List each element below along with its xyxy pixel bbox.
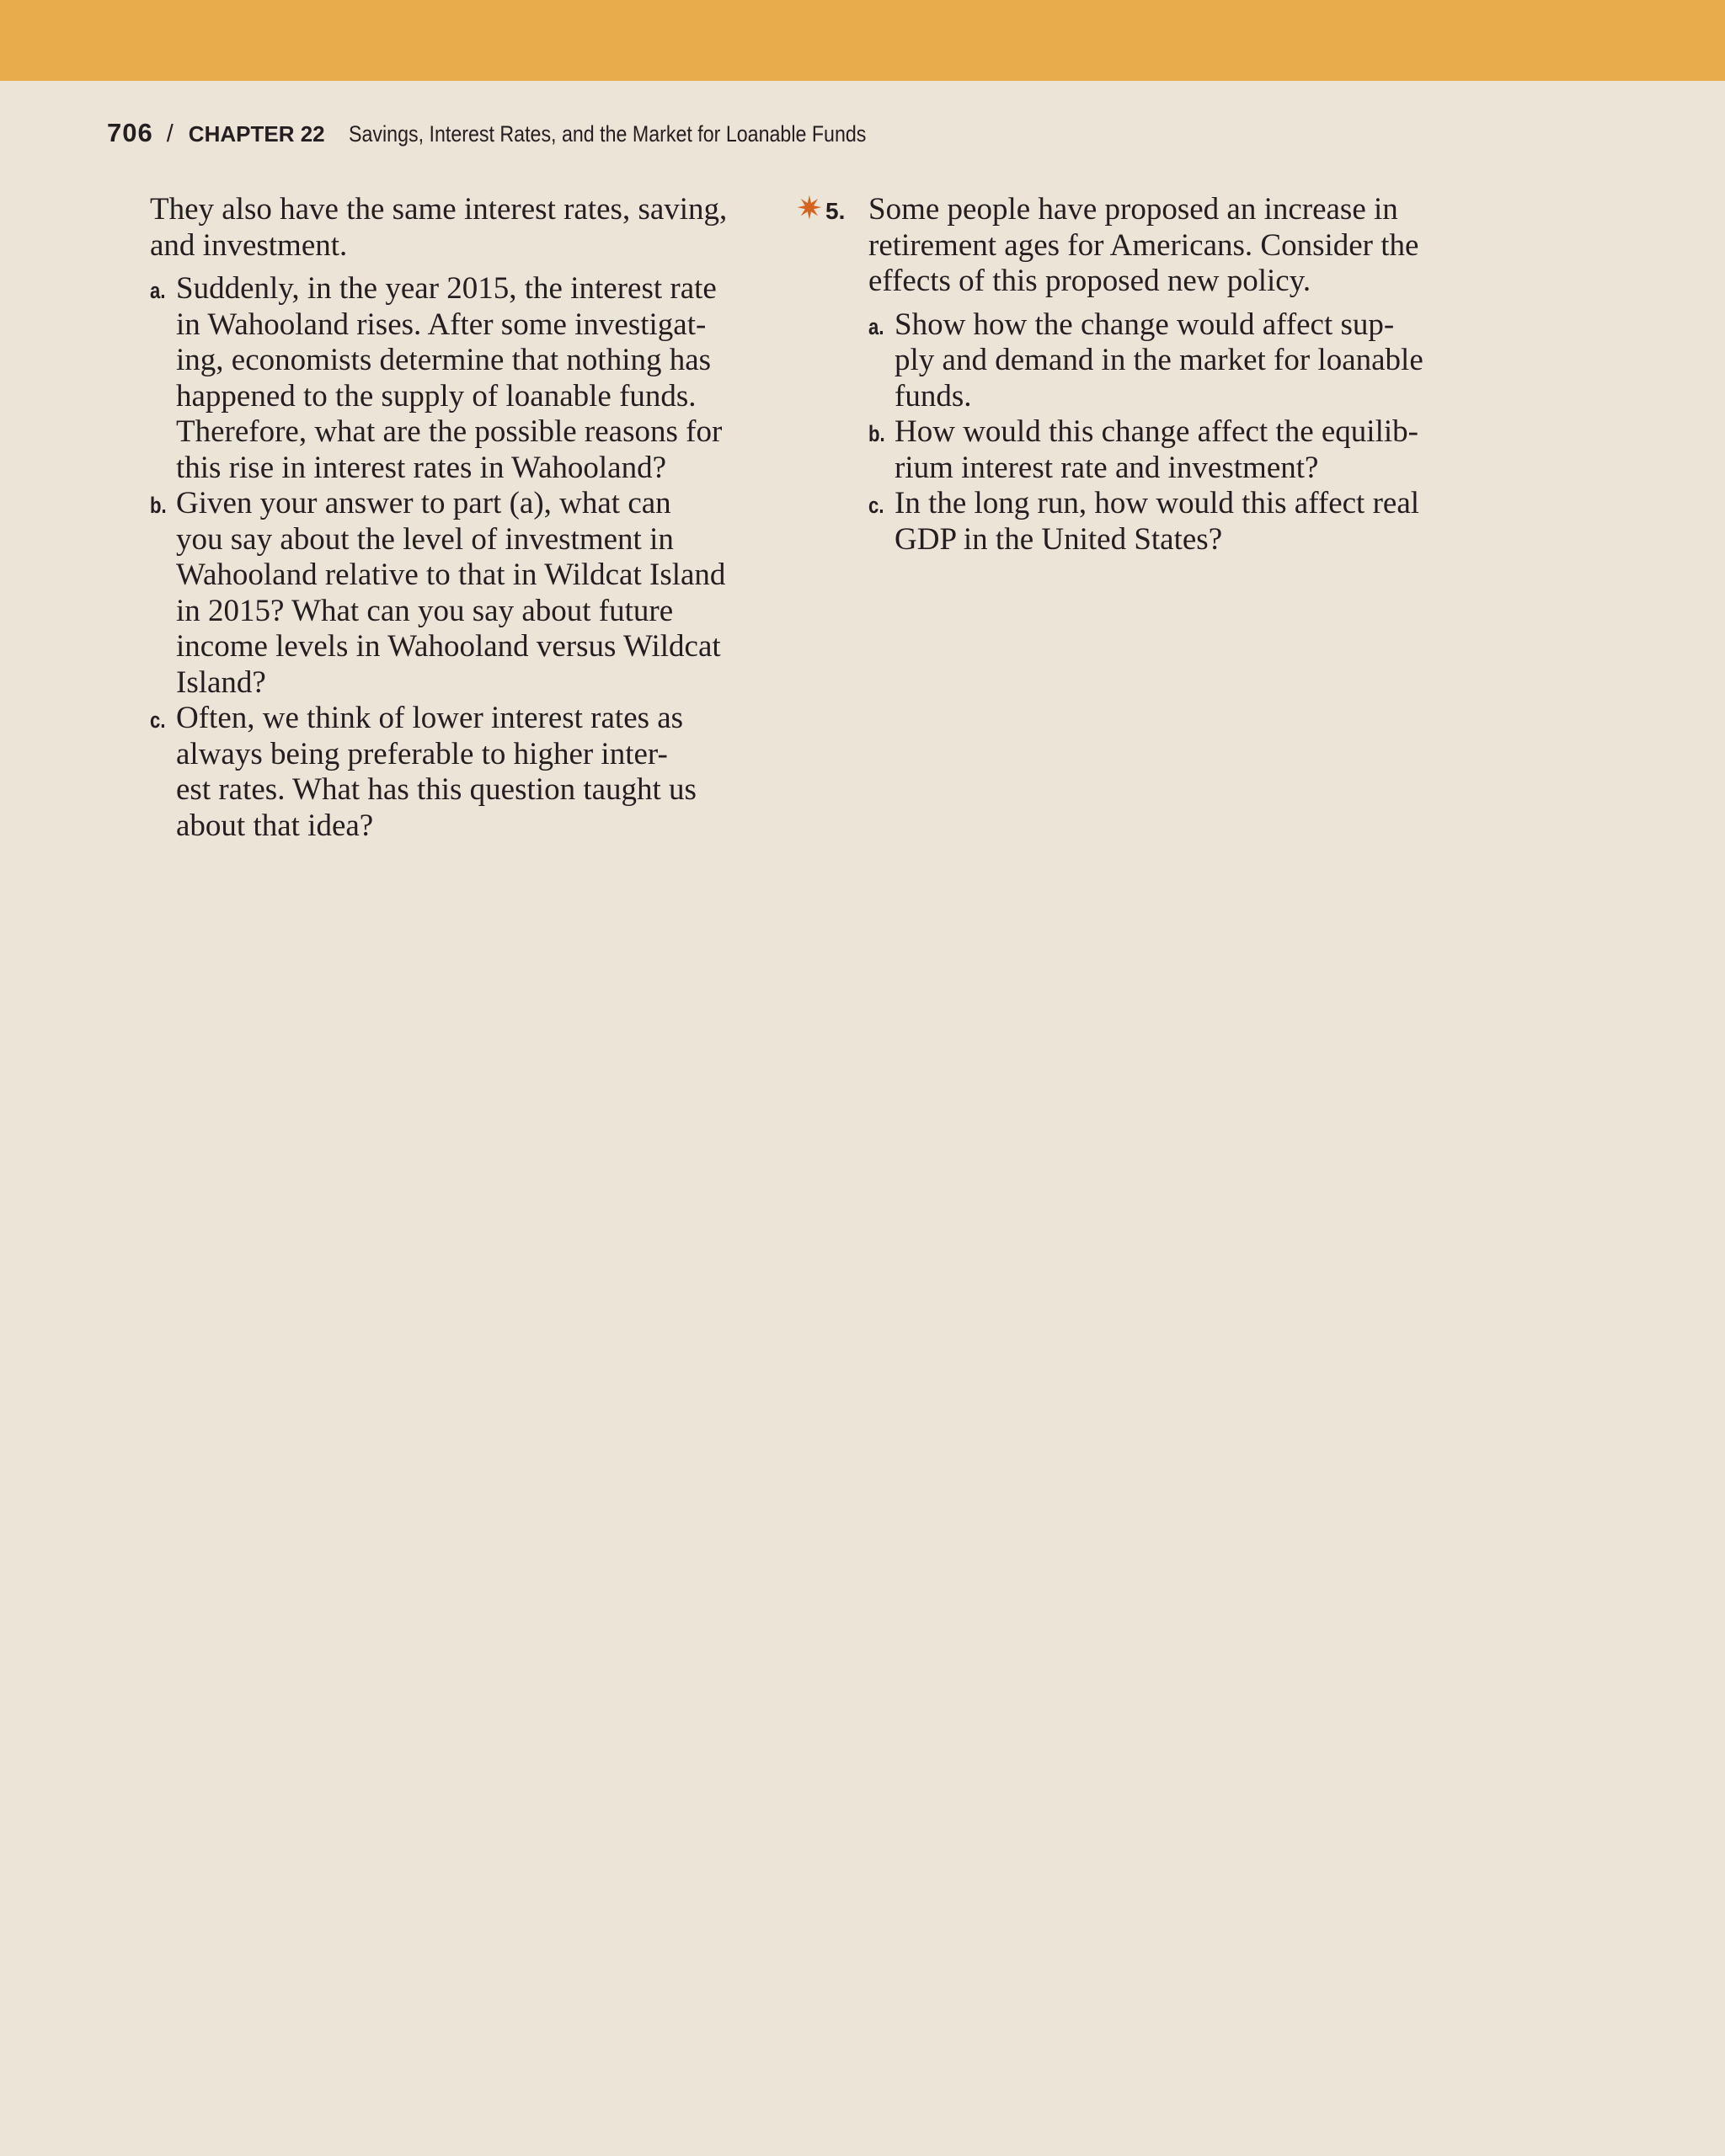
- header-separator: /: [166, 120, 174, 147]
- text-line: est rates. What has this question taught us: [176, 772, 697, 807]
- chapter-title: Savings, Interest Rates, and the Market for Loanable Funds: [348, 121, 867, 147]
- text-line: Show how the change would affect sup-: [895, 307, 1395, 342]
- text-line: income levels in Wahooland versus Wildcat: [176, 629, 721, 664]
- text-line: always being preferable to higher inter-: [176, 736, 668, 771]
- text-line: ing, economists determine that nothing has: [176, 343, 712, 377]
- part-marker: c.: [868, 493, 884, 518]
- text-line: How would this change affect the equilib-: [895, 414, 1418, 449]
- part-marker: a.: [150, 278, 166, 303]
- text-line: happened to the supply of loanable funds.: [176, 378, 697, 414]
- text-line: Often, we think of lower interest rates as: [176, 701, 684, 735]
- text-line: rium interest rate and investment?: [895, 450, 1319, 485]
- text-line: in Wahooland rises. After some investigat-: [176, 307, 707, 342]
- chapter-label: CHAPTER 22: [188, 121, 325, 147]
- text-line: Island?: [176, 664, 266, 700]
- text-line: retirement ages for Americans. Consider the: [868, 227, 1419, 263]
- text-line: Given your answer to part (a), what can: [176, 486, 671, 520]
- left-column: [150, 192, 790, 844]
- running-head: [107, 118, 950, 152]
- top-color-band: [0, 0, 1725, 81]
- question-part-b: [150, 486, 790, 701]
- question-part-c: [150, 701, 790, 844]
- question-part-c: [868, 486, 1495, 558]
- text-line: and investment.: [150, 227, 348, 263]
- text-line: Therefore, what are the possible reasons for: [176, 414, 723, 449]
- continued-question-text: [150, 192, 790, 264]
- text-line: funds.: [895, 378, 972, 414]
- question-part-a: [150, 271, 790, 486]
- text-line: They also have the same interest rates, saving,: [150, 192, 728, 227]
- text-line: effects of this proposed new policy.: [868, 264, 1311, 298]
- text-line: in 2015? What can you say about future: [176, 593, 674, 628]
- text-line: In the long run, how would this affect real: [895, 486, 1420, 520]
- text-line: Wahooland relative to that in Wildcat Island: [176, 558, 726, 592]
- text-line: Suddenly, in the year 2015, the interest rate: [176, 271, 717, 306]
- text-line: you say about the level of investment in: [176, 521, 674, 557]
- part-marker: b.: [868, 421, 885, 446]
- question-part-a: [868, 307, 1495, 415]
- part-marker: a.: [868, 313, 884, 339]
- question-part-b: [868, 414, 1495, 486]
- text-line: this rise in interest rates in Wahooland?: [176, 450, 667, 485]
- question-number: 5.: [825, 198, 846, 224]
- question-5: [796, 189, 1495, 300]
- text-line: GDP in the United States?: [895, 521, 1223, 557]
- page-number: 706: [107, 118, 153, 147]
- text-line: about that idea?: [176, 808, 374, 843]
- part-marker: c.: [150, 707, 166, 733]
- star-icon: ✷: [796, 189, 823, 227]
- text-line: ply and demand in the market for loanable: [895, 343, 1423, 377]
- text-line: Some people have proposed an increase in: [868, 192, 1398, 227]
- part-marker: b.: [150, 493, 167, 518]
- right-column: [796, 189, 1495, 558]
